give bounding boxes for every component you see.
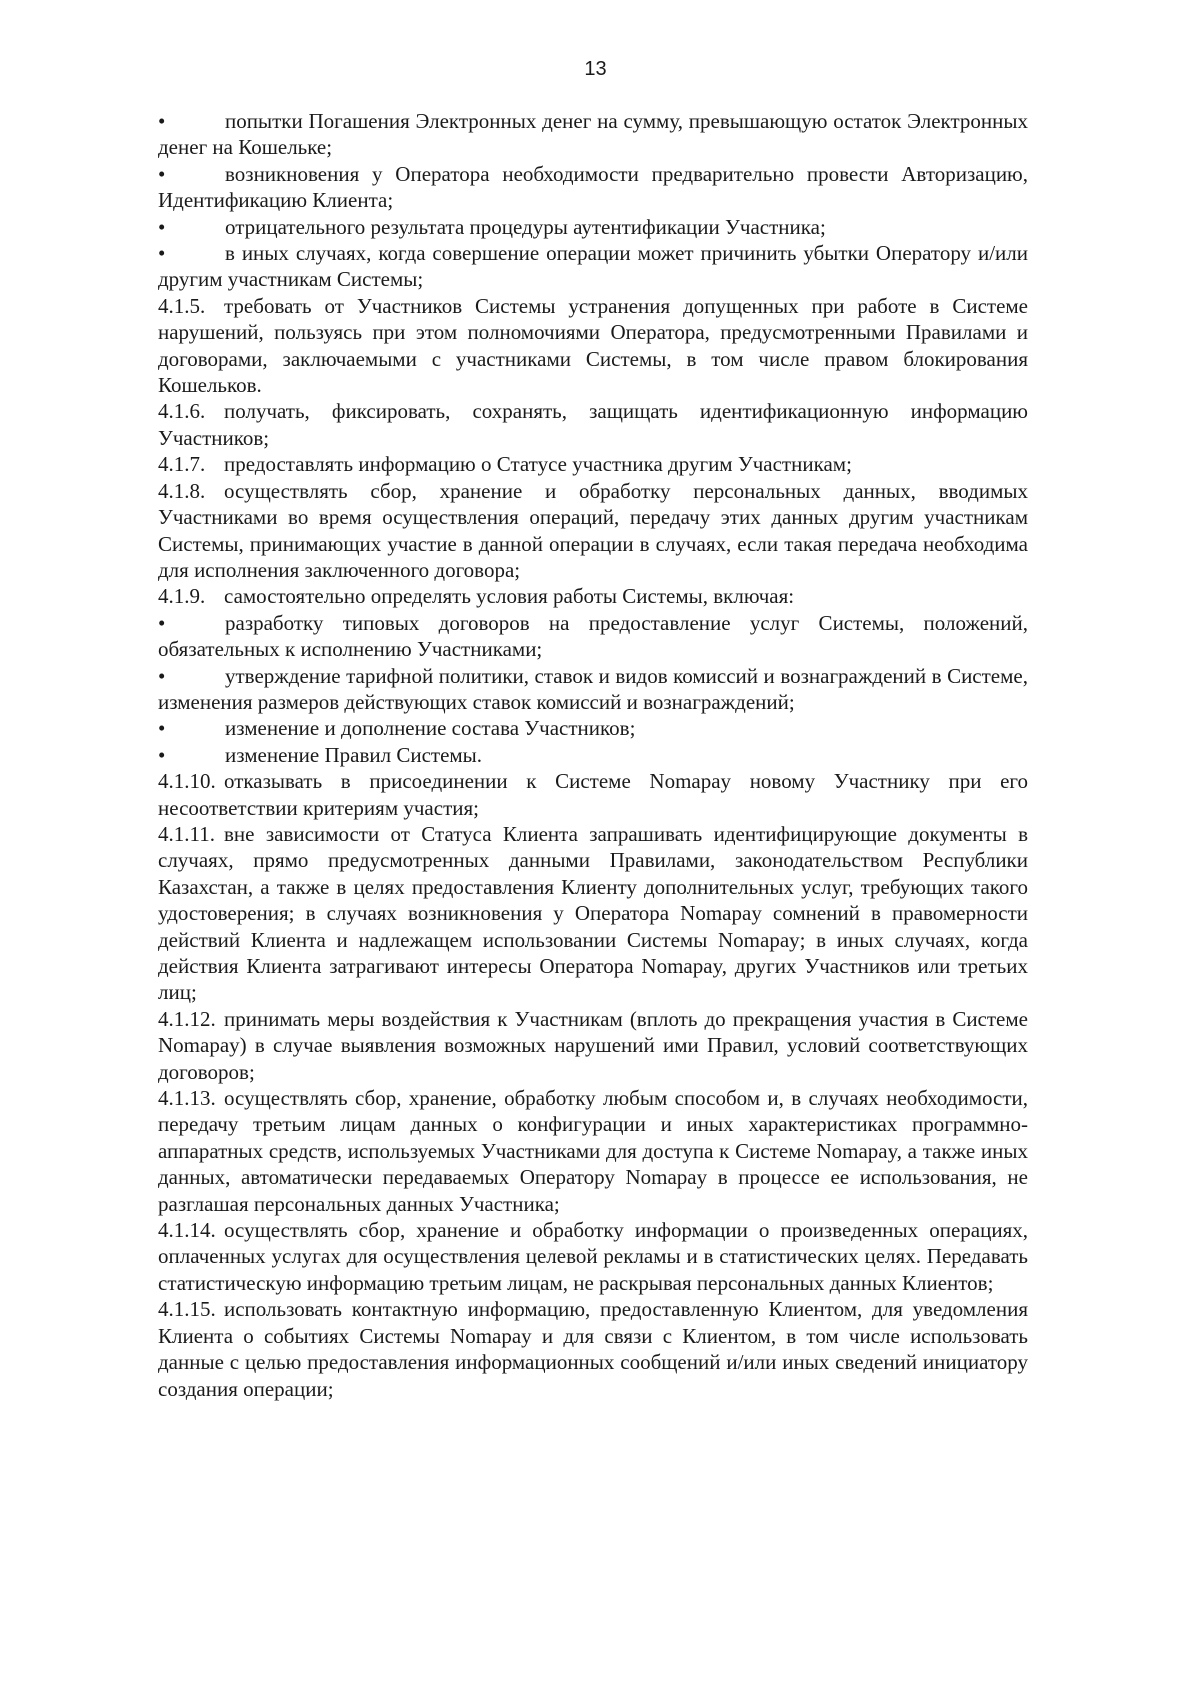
numbered-clause [158, 478, 1028, 584]
paragraph-text: предоставлять информацию о Статусе участника другим Участникам; [224, 452, 852, 477]
paragraph-text: возникновения у Оператора необходимости предварительно провести Авторизацию, Идентификацию Клиента; [158, 161, 1028, 213]
bullet-item [158, 610, 1028, 663]
paragraph-text: осуществлять сбор, хранение и обработку информации о произведенных операциях, оплаченных услугах для осуществления целевой рекламы и в статистических целях. Передавать статистическую информацию третьим лицам, не раскрывая персональных данных Клиентов; [158, 1218, 1028, 1295]
paragraph-text: принимать меры воздействия к Участникам (вплоть до прекращения участия в Системе Nomapay) в случае выявления возможных нарушений ими Правил, условий соответствующих договоров; [158, 1006, 1028, 1084]
bullet-item [158, 663, 1028, 716]
paragraph-text: разработку типовых договоров на предоставление услуг Системы, положений, обязательных к исполнению Участниками; [158, 610, 1028, 662]
bullet-marker: • [158, 241, 166, 266]
numbered-clause [158, 1085, 1028, 1217]
numbered-clause [158, 583, 1028, 609]
paragraph-text: вне зависимости от Статуса Клиента запрашивать идентифицирующие документы в случаях, прямо предусмотренных данными Правилами, законодательством Республики Казахстан, а также в целях предоставления Клиенту дополнительных услуг, требующих такого удостоверения; в случаях возникновения у Оператора Nomapay сомнений в правомерности действий Клиента и надлежащем использовании Системы Nomapay; в иных случаях, когда действия Клиента затрагивают интересы Оператора Nomapay, других Участников или третьих лиц; [158, 821, 1028, 1005]
paragraph-text: в иных случаях, когда совершение операции может причинить убытки Оператору и/или другим участникам Системы; [158, 241, 1028, 292]
paragraph-text: изменение Правил Системы. [225, 742, 483, 767]
numbered-clause [158, 1296, 1028, 1402]
clause-number: 4.1.8. [158, 478, 206, 503]
paragraph-text: использовать контактную информацию, предоставленную Клиентом, для уведомления Клиента о событиях Системы Nomapay и для связи с Клиентом, в том числе использовать данные с целью предоставления информационных сообщений и/или иных сведений инициатору создания операции; [158, 1297, 1028, 1401]
bullet-item [158, 715, 1028, 741]
paragraph-text: отказывать в присоединении к Системе Nomapay новому Участнику при его несоответствии критериям участия; [158, 769, 1028, 820]
paragraph-text: осуществлять сбор, хранение, обработку любым способом и, в случаях необходимости, передачу третьим лицам данных о конфигурации и иных характеристиках программно-аппаратных средств, используемых Участниками для доступа к Системе Nomapay, а также иных данных, автоматически передаваемых Оператору Nomapay в процессе ее использования, не разглашая персональных данных Участника; [158, 1086, 1028, 1216]
clause-number: 4.1.5. [158, 293, 206, 318]
clause-number: 4.1.9. [158, 584, 206, 609]
paragraph-text: получать, фиксировать, сохранять, защищать идентификационную информацию Участников; [158, 399, 1028, 450]
numbered-clause [158, 768, 1028, 821]
paragraph-text: самостоятельно определять условия работы Системы, включая: [224, 584, 795, 609]
clause-number: 4.1.12. [158, 1006, 216, 1031]
paragraph-text: попытки Погашения Электронных денег на сумму, превышающую остаток Электронных денег на Кошельке; [158, 109, 1028, 160]
bullet-marker: • [158, 214, 166, 239]
paragraph-text: утверждение тарифной политики, ставок и видов комиссий и вознаграждений в Системе, изменения размеров действующих ставок комиссий и вознаграждений; [158, 663, 1028, 714]
numbered-clause [158, 398, 1028, 451]
numbered-clause [158, 1217, 1028, 1296]
clause-number: 4.1.15. [158, 1297, 216, 1322]
numbered-clause [158, 293, 1028, 399]
page-number: 13 [584, 58, 607, 80]
paragraph-text: осуществлять сбор, хранение и обработку персональных данных, вводимых Участниками во время осуществления операций, передачу этих данных другим участникам Системы, принимающих участие в данной операции в случаях, если такая передача необходима для исполнения заключенного договора; [158, 478, 1028, 582]
clause-number: 4.1.6. [158, 399, 206, 424]
bullet-item [158, 742, 1028, 768]
clause-number: 4.1.7. [158, 452, 206, 477]
numbered-clause [158, 1006, 1028, 1085]
bullet-item [158, 108, 1028, 161]
clause-number: 4.1.10. [158, 769, 216, 794]
bullet-marker: • [158, 742, 166, 767]
numbered-clause [158, 821, 1028, 1006]
paragraph-text: отрицательного результата процедуры аутентификации Участника; [225, 214, 826, 239]
bullet-item [158, 240, 1028, 293]
numbered-clause [158, 451, 1028, 477]
bullet-marker: • [158, 663, 166, 688]
bullet-marker: • [158, 610, 166, 635]
clause-number: 4.1.14. [158, 1218, 216, 1243]
bullet-marker: • [158, 161, 166, 186]
bullet-marker: • [158, 716, 166, 741]
bullet-item [158, 214, 1028, 240]
paragraph-text: изменение и дополнение состава Участников; [225, 716, 636, 741]
paragraph-text: требовать от Участников Системы устранения допущенных при работе в Системе нарушений, пользуясь при этом полномочиями Оператора, предусмотренными Правилами и договорами, заключаемыми с участниками Системы, в том числе правом блокирования Кошельков. [158, 293, 1028, 398]
clause-number: 4.1.11. [158, 821, 215, 846]
clause-number: 4.1.13. [158, 1086, 216, 1111]
document-body [158, 108, 1028, 1402]
bullet-marker: • [158, 109, 166, 133]
bullet-item [158, 161, 1028, 214]
